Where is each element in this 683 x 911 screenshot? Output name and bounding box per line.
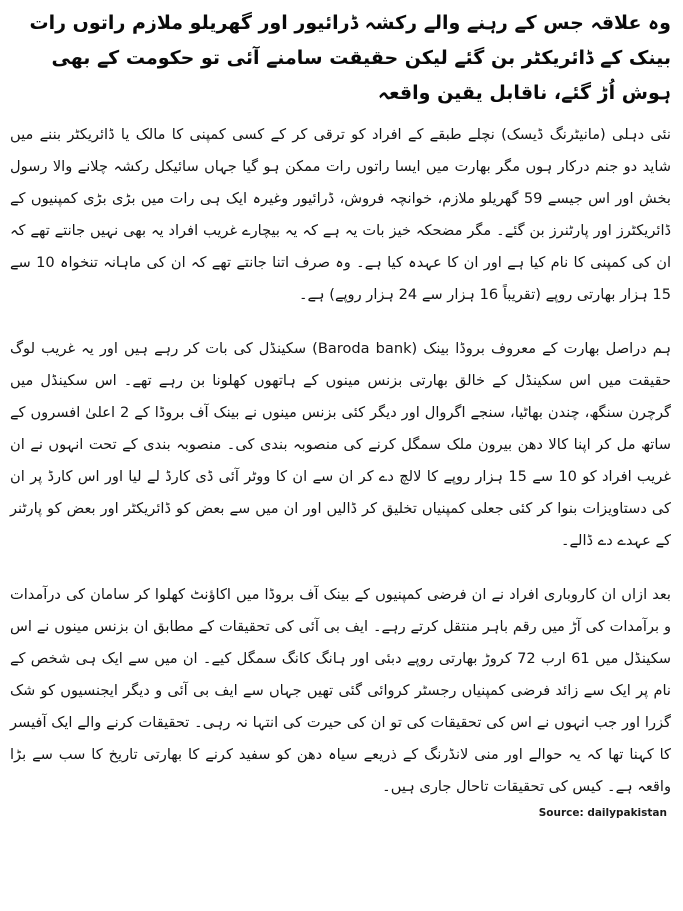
article-paragraph-intro: نئی دہلی (مانیٹرنگ ڈیسک) نچلے طبقے کے افراد کو ترقی کر کے کسی کمپنی کا مالک یا ڈائریکٹر بننے میں شاید دو جنم درکار ہوں مگر بھارت میں ایسا راتوں رات ممکن ہو گیا جہاں سائیکل رکشہ چلانے والا رسول بخش اور اس جیسے 59 گھریلو ملازم، خوانچہ فروش، ڈرائیور وغیرہ ایک ہی رات میں بڑی بڑی کمپنیوں کے ڈائریکٹرز اور پارٹنرز بن گئے۔ مگر مضحکہ خیز بات یہ ہے کہ یہ بیچارے غریب افراد یہ بھی نہیں جانتے تھے کہ ان کی کمپنی کا نام کیا ہے اور ان کا عہدہ کیا ہے۔ وہ صرف اتنا جانتے تھے کہ ان کی ماہانہ تنخواہ 10 سے 15 ہزار بھارتی روپے (تقریباً 16 ہزار سے 24 ہزار روپے) ہے۔ <box>10 126 671 303</box>
source-credit: Source: dailypakistan <box>538 807 667 819</box>
article-headline: وہ علاقہ جس کے رہنے والے رکشہ ڈرائیور اور گھریلو ملازم راتوں رات بینک کے ڈائریکٹر بن گئے لیکن حقیقت سامنے آئی تو حکومت کے بھی ہوش اُڑ گئے، ناقابل یقین واقعہ <box>29 12 671 104</box>
article-paragraph-scandal: ہم دراصل بھارت کے معروف بروڈا بینک (Baroda bank) سکینڈل کی بات کر رہے ہیں اور یہ غریب لوگ حقیقت میں اس سکینڈل کے خالق بھارتی بزنس مینوں کے ہاتھوں کھلونا بن رہے تھے۔ اس سکینڈل میں گرچرن سنگھ، چندن بھاٹیا، سنجے اگروال اور دیگر کئی بزنس مینوں نے بینک آف بروڈا کے 2 اعلیٰ افسروں کے ساتھ مل کر اپنا کالا دھن بیرون ملک سمگل کرنے کی منصوبہ بندی کی۔ منصوبہ بندی کے تحت انہوں نے ان غریب افراد کو 10 سے 15 ہزار روپے کا لالچ دے کر ان سے ان کا ووٹر آئی ڈی کارڈ لے لیا اور اس کارڈ پر ان کی دستاویزات بنوا کر کئی جعلی کمپنیاں تخلیق کر ڈالیں اور ان میں سے بعض کو ڈائریکٹر اور بعض کو پارٹنر کے عہدے دے ڈالے۔ <box>10 340 671 549</box>
article-paragraph-investigation: بعد ازاں ان کاروباری افراد نے ان فرضی کمپنیوں کے بینک آف بروڈا میں اکاﺅنٹ کھلوا کر سامان کی درآمدات و برآمدات کی آڑ میں رقم باہر منتقل کرتے رہے۔ ایف بی آئی کی تحقیقات کے مطابق ان بزنس مینوں نے اس سکینڈل میں 61 ارب 72 کروڑ بھارتی روپے دبئی اور ہانگ کانگ سمگل کیے۔ ان میں سے ایک ہی شخص کے نام پر ایک سے زائد فرضی کمپنیاں رجسٹر کروائی گئی تھیں جہاں سے ایف بی آئی و دیگر ایجنسیوں کو شک گزرا اور جب انہوں نے اس کی تحقیقات کی تو ان کی حیرت کی انتہا نہ رہی۔ تحقیقات کرنے والے ایک آفیسر کا کہنا تھا کہ یہ حوالے اور منی لانڈرنگ کے ذریعے سیاہ دھن کو سفید کرنے کا بھارتی تاریخ کا سب سے بڑا واقعہ ہے۔ کیس کی تحقیقات تاحال جاری ہیں۔ <box>10 586 671 795</box>
